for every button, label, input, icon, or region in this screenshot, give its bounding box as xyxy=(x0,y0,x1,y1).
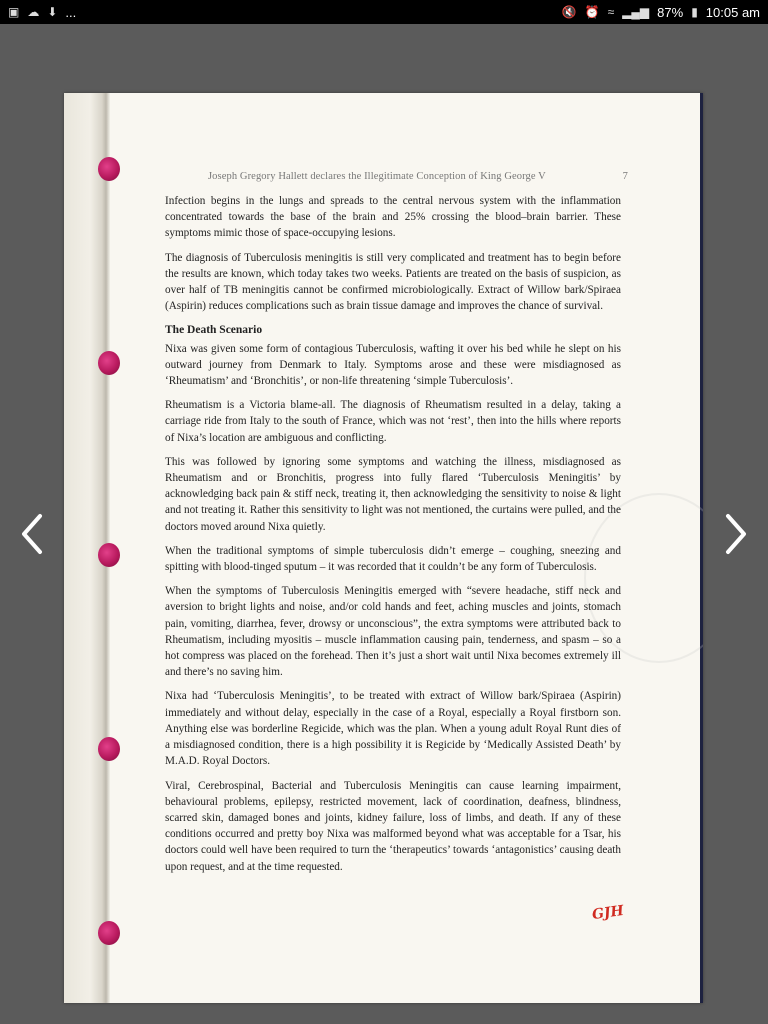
chevron-left-icon xyxy=(18,512,46,556)
binding-ring xyxy=(98,737,120,761)
binding-ring xyxy=(98,351,120,375)
battery-percent: 87% xyxy=(657,4,684,20)
clock: 10:05 am xyxy=(705,4,760,20)
page-number: 7 xyxy=(622,171,628,182)
wifi-icon: ≈ xyxy=(607,5,615,19)
cloud-icon: ☁ xyxy=(27,5,40,19)
document-page xyxy=(64,93,703,1003)
previous-page-button[interactable] xyxy=(12,504,52,564)
page-content xyxy=(165,193,621,883)
header-title: Joseph Gregory Hallett declares the Illegitimate Conception of King George V xyxy=(208,171,546,182)
paragraph: Infection begins in the lungs and spreads to the central nervous system with the inflammation concentrated towards the base of the brain and 25% crossing the blood–brain barrier. These symptoms mimic those of space-occupying lesions. xyxy=(165,195,621,240)
battery-icon: ▮ xyxy=(691,5,698,19)
status-bar-right xyxy=(562,5,760,20)
chevron-right-icon xyxy=(722,512,750,556)
running-header xyxy=(208,171,628,182)
paragraph: This was followed by ignoring some symptoms and watching the illness, misdiagnosed as Rheumatism and or Bronchitis, progress into fully flared ‘Tuberculosis Meningitis’ by acknowledging back pain & stiff neck, treating it, then acknowledging the sensitivity to noise & light and not treating it. Rather this sensitivity to light was not mentioned, the curtains were pulled, and the doctors moved around Nixa quietly. xyxy=(165,455,621,533)
overflow-indicator: ... xyxy=(65,4,77,20)
binding-ring xyxy=(98,543,120,567)
signal-icon: ▂▄▆ xyxy=(622,5,650,19)
document-viewer[interactable] xyxy=(0,24,768,1024)
paragraph: Nixa had ‘Tuberculosis Meningitis’, to be treated with extract of Willow bark/Spiraea (Aspirin) immediately and without delay, especially in the case of a Royal, especially a Royal firstborn son. Anything else was borderline Regicide, which was the plan. When a young adult Royal Runt dies of a misdiagnosed condition, there is a high possibility it is Regicide by ‘Medically Assisted Death’ by M.A.D. Royal Doctors. xyxy=(165,690,621,768)
paragraph: Nixa was given some form of contagious Tuberculosis, wafting it over his bed while he slept on his outward journey from Denmark to Italy. Symptoms arose and these were misdiagnosed as ‘Rheumatism’ and ‘Bronchitis’, or non-life threatening ‘simple Tuberculosis’. xyxy=(165,342,621,388)
paragraph: When the traditional symptoms of simple tuberculosis didn’t emerge – coughing, sneezing and spitting with blood-tinged sputum – it was recorded that it couldn’t be any form of Tuberculosis. xyxy=(165,544,621,574)
section-heading: The Death Scenario xyxy=(165,324,263,337)
image-icon: ▣ xyxy=(8,5,20,19)
status-bar xyxy=(0,0,768,24)
mute-icon: 🔇 xyxy=(561,5,577,19)
download-icon: ⬇ xyxy=(47,5,58,19)
paragraph: Rheumatism is a Victoria blame-all. The diagnosis of Rheumatism resulted in a delay, taking a carriage ride from Italy to the south of France, which was not ‘rest’, then into the hills where reports of Nixa’s location are ambiguous and conflicting. xyxy=(165,399,621,444)
signature: GJH xyxy=(591,902,625,924)
paragraph: Viral, Cerebrospinal, Bacterial and Tuberculosis Meningitis can cause learning impairment, behavioural problems, epilepsy, restricted movement, lack of coordination, deafness, blindness, scarred skin, damaged bones and joints, kidney failure, loss of limbs, and death. If any of these conditions occurred and pretty boy Nixa was malformed beyond what was acceptable for a Tsar, his doctors could well have been required to turn the ‘therapeutics’ towards ‘antagonistics’ causing death upon request, and at the time requested. xyxy=(165,779,621,873)
status-bar-left xyxy=(8,5,76,20)
paragraph: The diagnosis of Tuberculosis meningitis is still very complicated and treatment has to begin before the results are known, which today takes two weeks. Patients are treated on the basis of suspicion, as over half of TB meningitis cannot be confirmed microbiologically. Extract of Willow bark/Spiraea (Aspirin) reduces complications such as brain tissue damage and improves the chance of survival. xyxy=(165,251,621,313)
paragraph: When the symptoms of Tuberculosis Meningitis emerged with “severe headache, stiff neck and aversion to bright lights and noise, and/or cold hands and feet, aching muscles and joints, stomach pain, vomiting, diarrhea, fever, drowsy or unconscious”, the extra symptoms were attributed back to Rheumatism, including myositis – muscle inflammation causing pain, tenderness, and spasm – so a hot compress was placed on the forehead. Then it’s just a short wait until Nixa becomes extremely ill and there’s no saving him. xyxy=(165,585,621,679)
binding-ring xyxy=(98,157,120,181)
next-page-button[interactable] xyxy=(716,504,756,564)
alarm-icon: ⏰ xyxy=(584,5,600,19)
binding-ring xyxy=(98,921,120,945)
